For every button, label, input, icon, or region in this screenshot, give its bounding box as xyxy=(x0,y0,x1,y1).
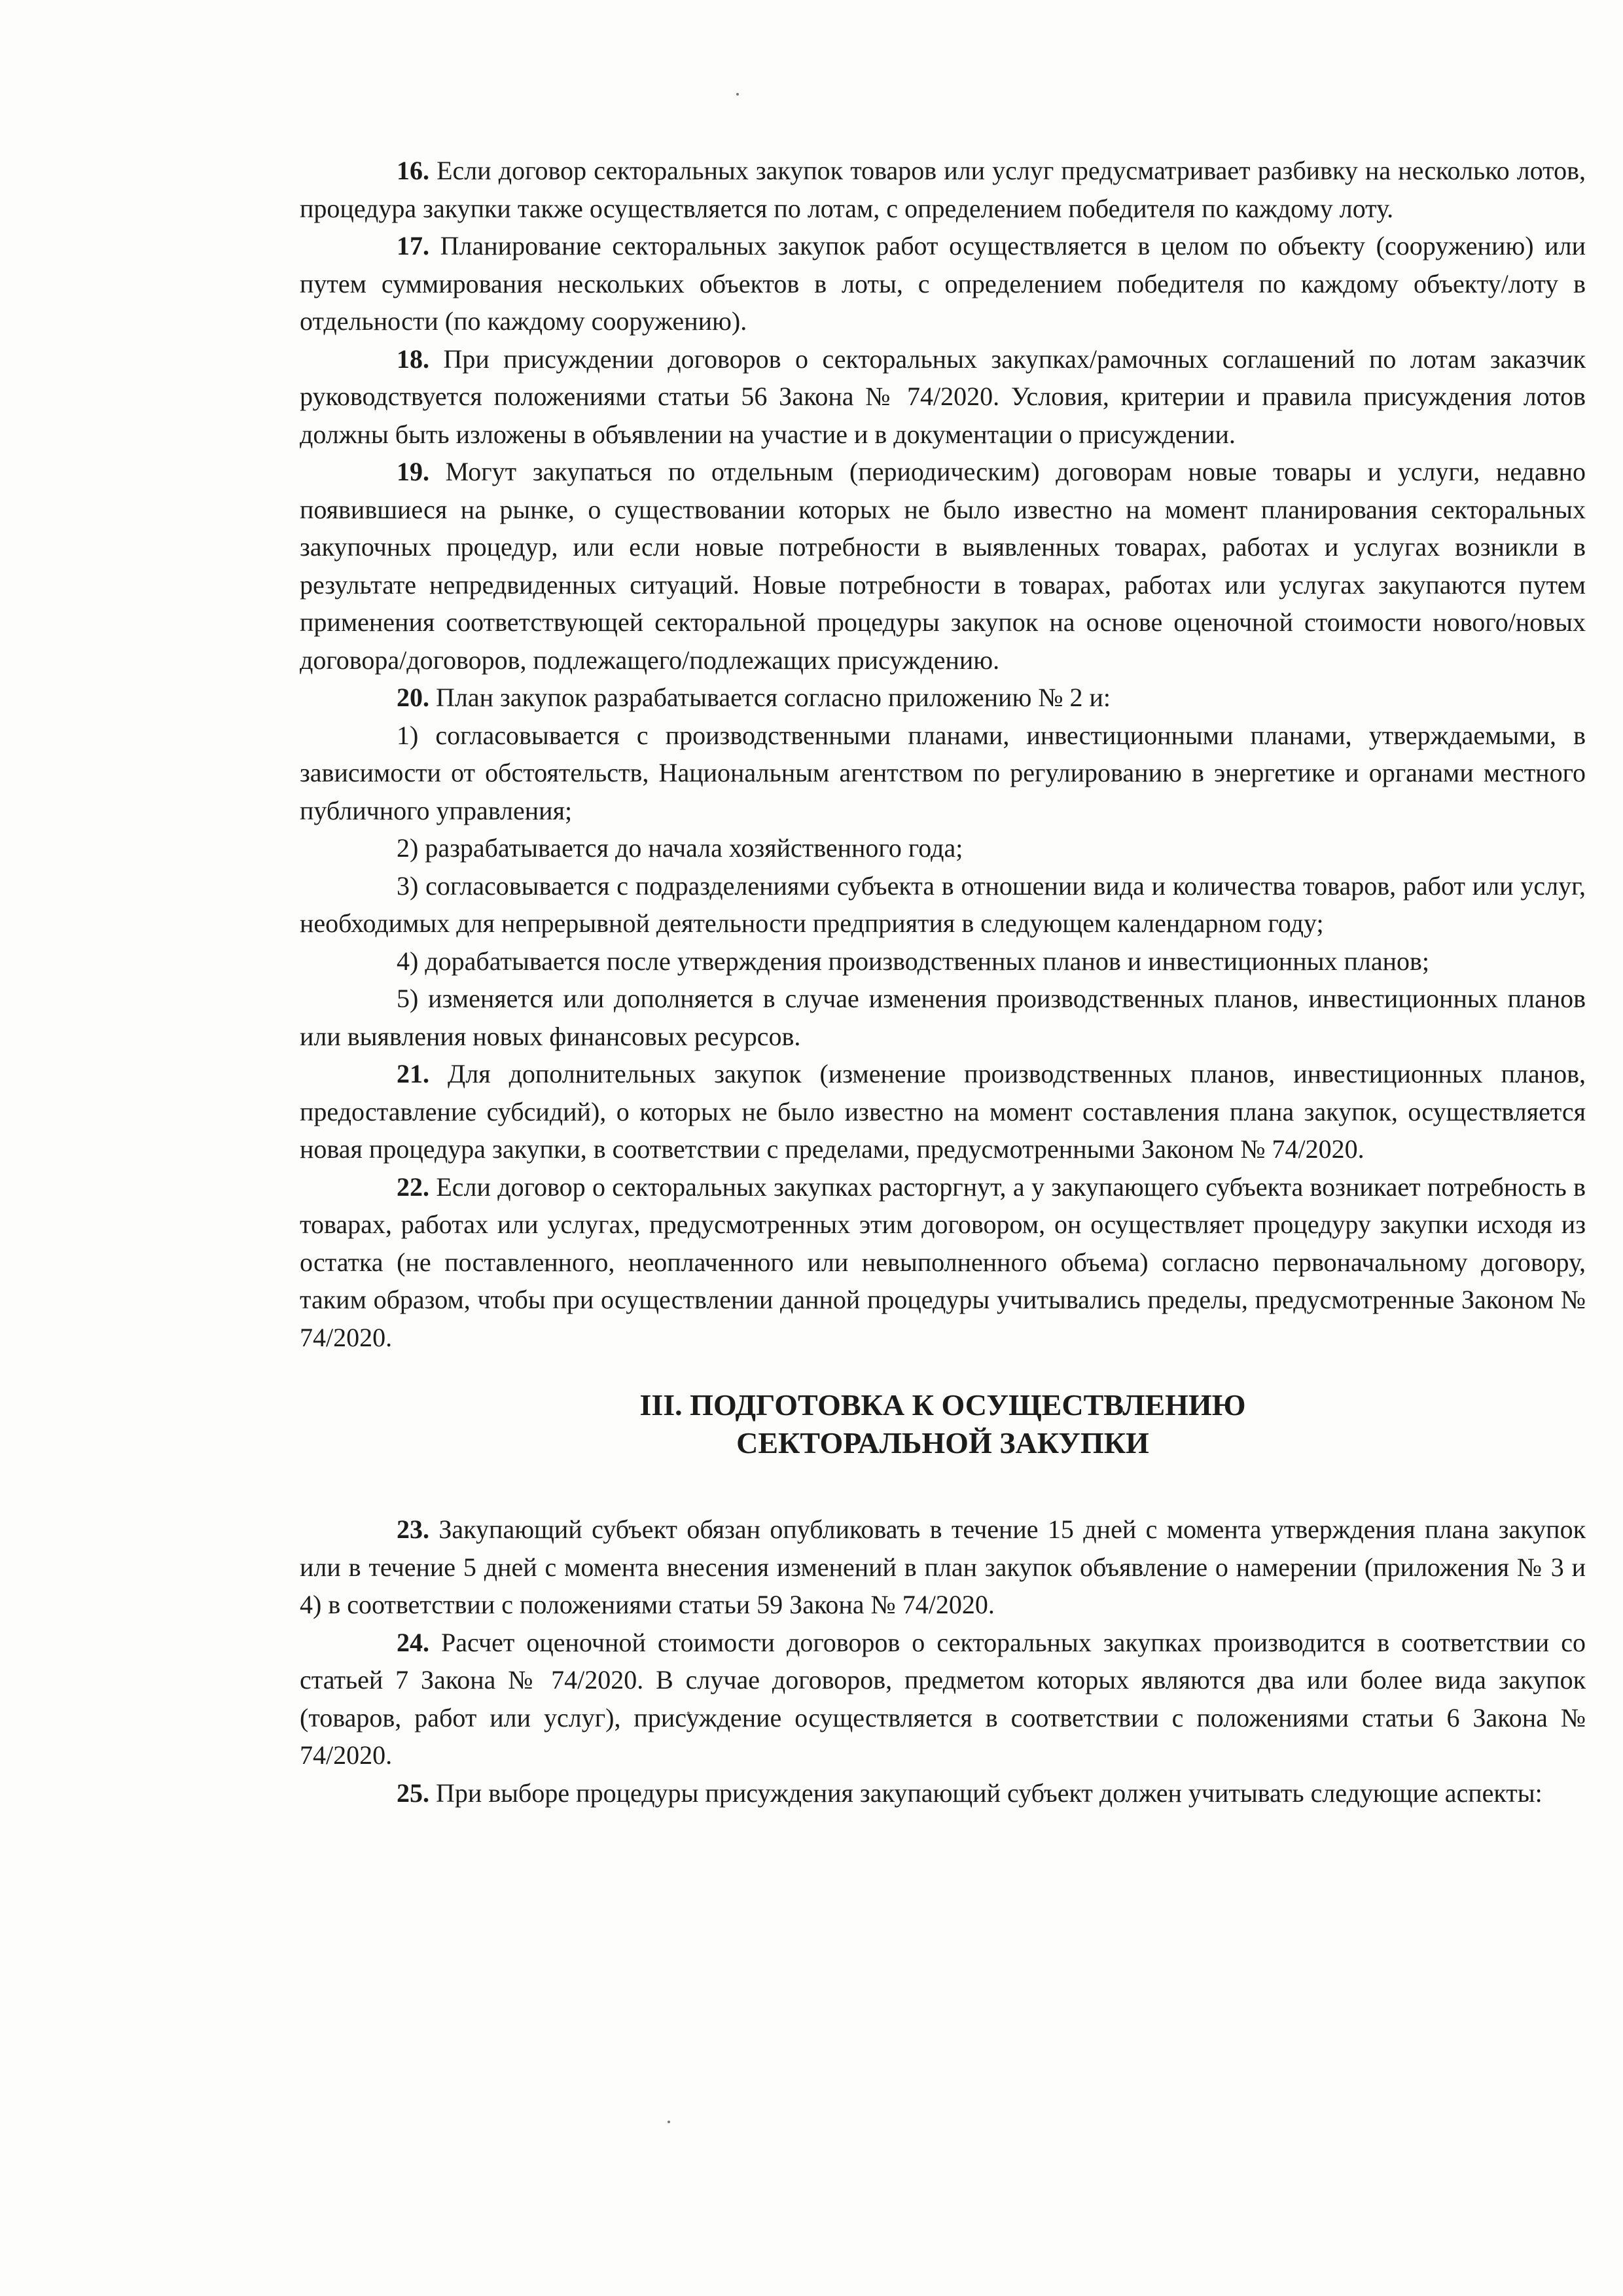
list-item-2: 2) разрабатывается до начала хозяйственного года; xyxy=(397,833,963,863)
paragraph-16 xyxy=(300,152,1586,227)
bleed-through-text xyxy=(79,164,84,191)
paragraph-17 xyxy=(300,227,1586,340)
document-body xyxy=(300,152,1586,1812)
paragraph-text: Если договор о секторальных закупках расторгнут, а у закупающего субъекта возникает потребность в товарах, работах или услугах, предусмотренных этим договором, он осуществляет процедуру закупки исходя из остатка (не поставленного, неоплаченного или невыполненного объема) согласно первоначальному договору, таким образом, чтобы при осуществлении данной процедуры учитывались пределы, предусмотренные Законом № 74/2020. xyxy=(300,1172,1586,1352)
paragraph-text: Расчет оценочной стоимости договоров о секторальных закупках производится в соответствии со статьей 7 Закона № 74/2020. В случае договоров, предметом которых являются два или более вида закупок (товаров, работ или услуг), присуждение осуществляется в соответствии с положениями статьи 6 Закона № 74/2020. xyxy=(300,1627,1586,1770)
paragraph-25 xyxy=(300,1774,1586,1812)
paragraph-text: Если договор секторальных закупок товаров или услуг предусматривает разбивку на несколько лотов, процедура закупки также осуществляется по лотам, с определением победителя по каждому лоту. xyxy=(300,156,1586,223)
paragraph-18 xyxy=(300,340,1586,454)
paragraph-number: 17. xyxy=(397,231,429,260)
paragraph-text: При присуждении договоров о секторальных закупках/рамочных соглашений по лотам заказчик руководствуется положениями статьи 56 Закона № 74/2020. Условия, критерии и правила присуждения лотов должны быть изложены в объявлении на участие и в документации о присуждении. xyxy=(300,344,1586,449)
paragraph-21 xyxy=(300,1055,1586,1168)
paragraph-number: 24. xyxy=(397,1627,429,1657)
paragraph-text: При выборе процедуры присуждения закупающий субъект должен учитывать следующие аспекты: xyxy=(429,1778,1543,1808)
section-heading xyxy=(300,1386,1586,1462)
paragraph-20 xyxy=(300,679,1586,717)
paragraph-number: 16. xyxy=(397,156,429,185)
paragraph-text: Для дополнительных закупок (изменение производственных планов, инвестиционных планов, предоставление субсидий), о которых не было известно на момент составления плана закупок, осуществляется новая процедура закупки, в соответствии с пределами, предусмотренными Законом № 74/2020. xyxy=(300,1059,1586,1164)
list-item-4: 4) дорабатывается после утверждения производственных планов и инвестиционных планов; xyxy=(397,946,1430,976)
paragraph-number: 19. xyxy=(397,457,429,486)
list-item-5: 5) изменяется или дополняется в случае изменения производственных планов, инвестиционных планов или выявления новых финансовых ресурсов. xyxy=(300,984,1586,1051)
paragraph-22 xyxy=(300,1168,1586,1357)
section-heading-line-1: III. ПОДГОТОВКА К ОСУЩЕСТВЛЕНИЮ xyxy=(639,1388,1246,1422)
paragraph-number: 21. xyxy=(397,1059,429,1088)
paragraph-text: Могут закупаться по отдельным (периодическим) договорам новые товары и услуги, недавно появившиеся на рынке, о существовании которых не было известно на момент планирования секторальных закупочных процедур, или если новые потребности в выявленных товарах, работах и услугах возникли в результате непредвиденных ситуаций. Новые потребности в товарах, работах или услугах закупаются путем применения соответствующей секторальной процедуры закупок на основе оценочной стоимости нового/новых договора/договоров, подлежащего/подлежащих присуждению. xyxy=(300,457,1586,675)
paragraph-text: Планирование секторальных закупок работ осуществляется в целом по объекту (сооружению) или путем суммирования нескольких объектов в лоты, с определением победителя по каждому объекту/лоту в отдельности (по каждому сооружению). xyxy=(300,231,1586,336)
paragraph-number: 23. xyxy=(397,1515,429,1544)
list-item-1: 1) согласовывается с производственными планами, инвестиционными планами, утверждаемыми, в зависимости от обстоятельств, Национальным агентством по регулированию в энергетике и органами местного публичного управления; xyxy=(300,720,1586,825)
paragraph-text: План закупок разрабатывается согласно приложению № 2 и: xyxy=(429,683,1111,712)
paragraph-24 xyxy=(300,1624,1586,1774)
paragraph-23 xyxy=(300,1511,1586,1624)
paragraph-number: 22. xyxy=(397,1172,429,1202)
paragraph-number: 18. xyxy=(397,344,429,374)
scan-speck xyxy=(668,2121,670,2123)
paragraph-number: 25. xyxy=(397,1778,429,1808)
paragraph-text: Закупающий субъект обязан опубликовать в течение 15 дней с момента утверждения плана закупок или в течение 5 дней с момента внесения изменений в план закупок объявление о намерении (приложения № 3 и 4) в соответствии с положениями статьи 59 Закона № 74/2020. xyxy=(300,1515,1586,1619)
paragraph-number: 20. xyxy=(397,683,429,712)
list-item-3: 3) согласовывается с подразделениями субъекта в отношении вида и количества товаров, работ или услуг, необходимых для непрерывной деятельности предприятия в следующем календарном году; xyxy=(300,870,1586,938)
paragraph-19 xyxy=(300,453,1586,679)
scan-speck xyxy=(736,93,739,96)
section-heading-line-2: СЕКТОРАЛЬНОЙ ЗАКУПКИ xyxy=(736,1426,1149,1460)
